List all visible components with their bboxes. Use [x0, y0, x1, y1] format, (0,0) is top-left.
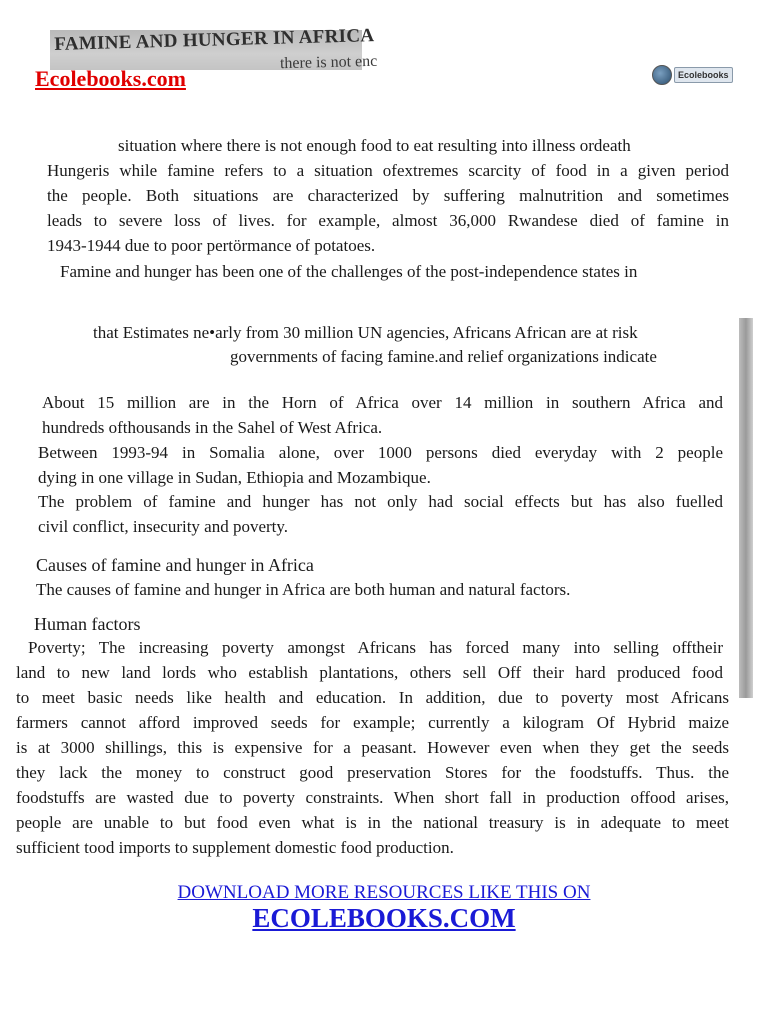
estimates-line-2: governments of facing famine.and relief organizations indicate [230, 347, 657, 366]
logo-globe-icon [652, 65, 672, 85]
intro-line-5: 1943-1944 due to poor pertörmance of potatoes. [47, 236, 376, 255]
stats-p1-line-1: About 15 million are in the Horn of Africa over 14 million in southern Africa and [42, 393, 723, 412]
ecolebooks-footer-link[interactable]: ECOLEBOOKS.COM [252, 903, 516, 933]
stats-p2-line-1: Between 1993-94 in Somalia alone, over 1000 persons died everyday with 2 people [38, 443, 723, 462]
causes-intro: The causes of famine and hunger in Africa are both human and natural factors. [36, 580, 571, 599]
site-link[interactable]: Ecolebooks.com [35, 66, 186, 91]
stats-p3-line-1: The problem of famine and hunger has not only had social effects but has also fuelled [38, 492, 723, 511]
human-factors-heading: Human factors [34, 614, 141, 634]
scanned-header-image [50, 25, 378, 73]
scanned-text-fragment: there is not enc [279, 52, 378, 73]
estimates-line-1: that Estimates ne•arly from 30 million UN agencies, Africans African are at risk [93, 323, 638, 342]
human-factors-line: Poverty; The increasing poverty amongst Africans has forced many into selling offtheir [28, 638, 723, 657]
intro-line-6: Famine and hunger has been one of the challenges of the post-independence states in [60, 262, 638, 281]
download-resources-link[interactable]: DOWNLOAD MORE RESOURCES LIKE THIS ON [177, 882, 591, 903]
human-factors-line: farmers cannot afford improved seeds for example; currently a kilogram Of Hybrid maize [16, 713, 729, 732]
human-factors-line: they lack the money to construct good preservation Stores for the foodstuffs. Thus. the [16, 763, 729, 782]
ecolebooks-logo[interactable] [652, 64, 730, 86]
human-factors-line: land to new land lords who establish plantations, others sell Off their hard produced food [16, 663, 723, 682]
logo-text: Ecolebooks [674, 67, 733, 83]
intro-line-1: situation where there is not enough food to eat resulting into illness ordeath [118, 136, 631, 155]
human-factors-line: sufficient tood imports to supplement domestic food production. [16, 838, 454, 857]
causes-heading: Causes of famine and hunger in Africa [36, 555, 314, 575]
human-factors-line: people are unable to but food even what is in the national treasury is in adequate to meet [16, 813, 729, 832]
human-factors-line: foodstuffs are wasted due to poverty constraints. When short fall in production offood arises, [16, 788, 729, 807]
intro-line-3: the people. Both situations are characterized by suffering malnutrition and sometimes [47, 186, 729, 205]
human-factors-line: to meet basic needs like health and education. In addition, due to poverty most Africans [16, 688, 729, 707]
intro-line-2: Hungeris while famine refers to a situation ofextremes scarcity of food in a given period [47, 161, 729, 180]
stats-p1-line-2: hundreds ofthousands in the Sahel of West Africa. [42, 418, 383, 437]
stats-p2-line-2: dying in one village in Sudan, Ethiopia and Mozambique. [38, 468, 431, 487]
human-factors-line: is at 3000 shillings, this is expensive for a peasant. However even when they get the seeds [16, 738, 729, 757]
scanned-title: FAMINE AND HUNGER IN AFRICA [54, 25, 375, 55]
intro-line-4: leads to severe loss of lives. for example, almost 36,000 Rwandese died of famine in [47, 211, 729, 230]
stats-p3-line-2: civil conflict, insecurity and poverty. [38, 517, 289, 536]
page-edge-scrollbar [739, 318, 753, 698]
